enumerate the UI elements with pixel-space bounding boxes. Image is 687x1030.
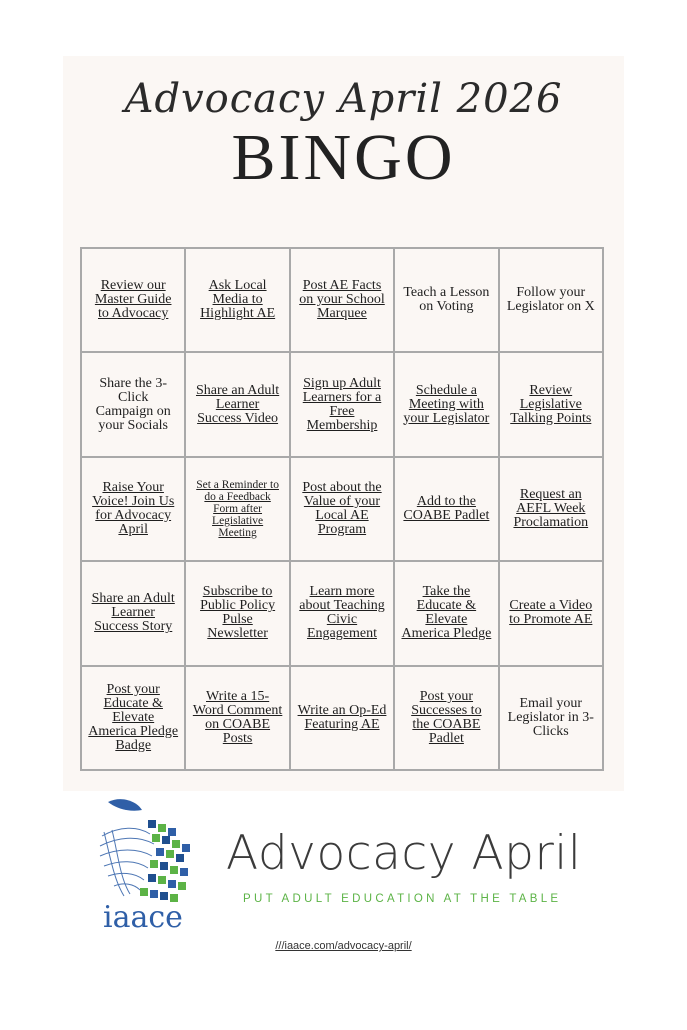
bingo-grid: [80, 247, 604, 771]
bingo-cell[interactable]: Learn more about Teaching Civic Engagement: [290, 561, 394, 665]
bingo-cell[interactable]: Subscribe to Public Policy Pulse Newsletter: [185, 561, 289, 665]
bingo-cell: Share the 3-Click Campaign on your Socials: [81, 352, 185, 456]
bingo-cell[interactable]: Request an AEFL Week Proclamation: [499, 457, 603, 561]
event-title: Advocacy April 2026: [124, 76, 563, 122]
bingo-cell[interactable]: Write a 15-Word Comment on COABE Posts: [185, 666, 289, 770]
bingo-title: BINGO: [231, 121, 456, 194]
bingo-cell[interactable]: Share an Adult Learner Success Story: [81, 561, 185, 665]
tagline: PUT ADULT EDUCATION AT THE TABLE: [243, 893, 562, 905]
bingo-card: [63, 56, 624, 791]
bingo-cell[interactable]: Post AE Facts on your School Marquee: [290, 248, 394, 352]
bingo-cell[interactable]: Create a Video to Promote AE: [499, 561, 603, 665]
swirl-graphic: [100, 828, 154, 896]
bingo-cell[interactable]: Ask Local Media to Highlight AE: [185, 248, 289, 352]
bingo-cell[interactable]: Add to the COABE Padlet: [394, 457, 498, 561]
bingo-cell[interactable]: Set a Reminder to do a Feedback Form after Legislative Meeting: [185, 457, 289, 561]
bingo-cell[interactable]: Review our Master Guide to Advocacy: [81, 248, 185, 352]
website-link[interactable]: ///iaace.com/advocacy-april/: [275, 940, 412, 952]
bingo-cell[interactable]: Share an Adult Learner Success Video: [185, 352, 289, 456]
bingo-cell[interactable]: Raise Your Voice! Join Us for Advocacy April: [81, 457, 185, 561]
brand-title: Advocacy April: [226, 826, 582, 881]
bingo-cell[interactable]: Take the Educate & Elevate America Pledge: [394, 561, 498, 665]
bingo-cell: Email your Legislator in 3-Clicks: [499, 666, 603, 770]
logo-text: iaace: [103, 900, 183, 935]
bingo-cell[interactable]: Review Legislative Talking Points: [499, 352, 603, 456]
leaf-icon: [108, 799, 142, 811]
bingo-cell[interactable]: Schedule a Meeting with your Legislator: [394, 352, 498, 456]
bingo-cell[interactable]: Post your Educate & Elevate America Pledge Badge: [81, 666, 185, 770]
bingo-cell: Follow your Legislator on X: [499, 248, 603, 352]
bingo-cell[interactable]: Sign up Adult Learners for a Free Membership: [290, 352, 394, 456]
bingo-cell[interactable]: Post about the Value of your Local AE Program: [290, 457, 394, 561]
bingo-cell[interactable]: Post your Successes to the COABE Padlet: [394, 666, 498, 770]
bingo-cell: Teach a Lesson on Voting: [394, 248, 498, 352]
bingo-cell[interactable]: Write an Op-Ed Featuring AE: [290, 666, 394, 770]
